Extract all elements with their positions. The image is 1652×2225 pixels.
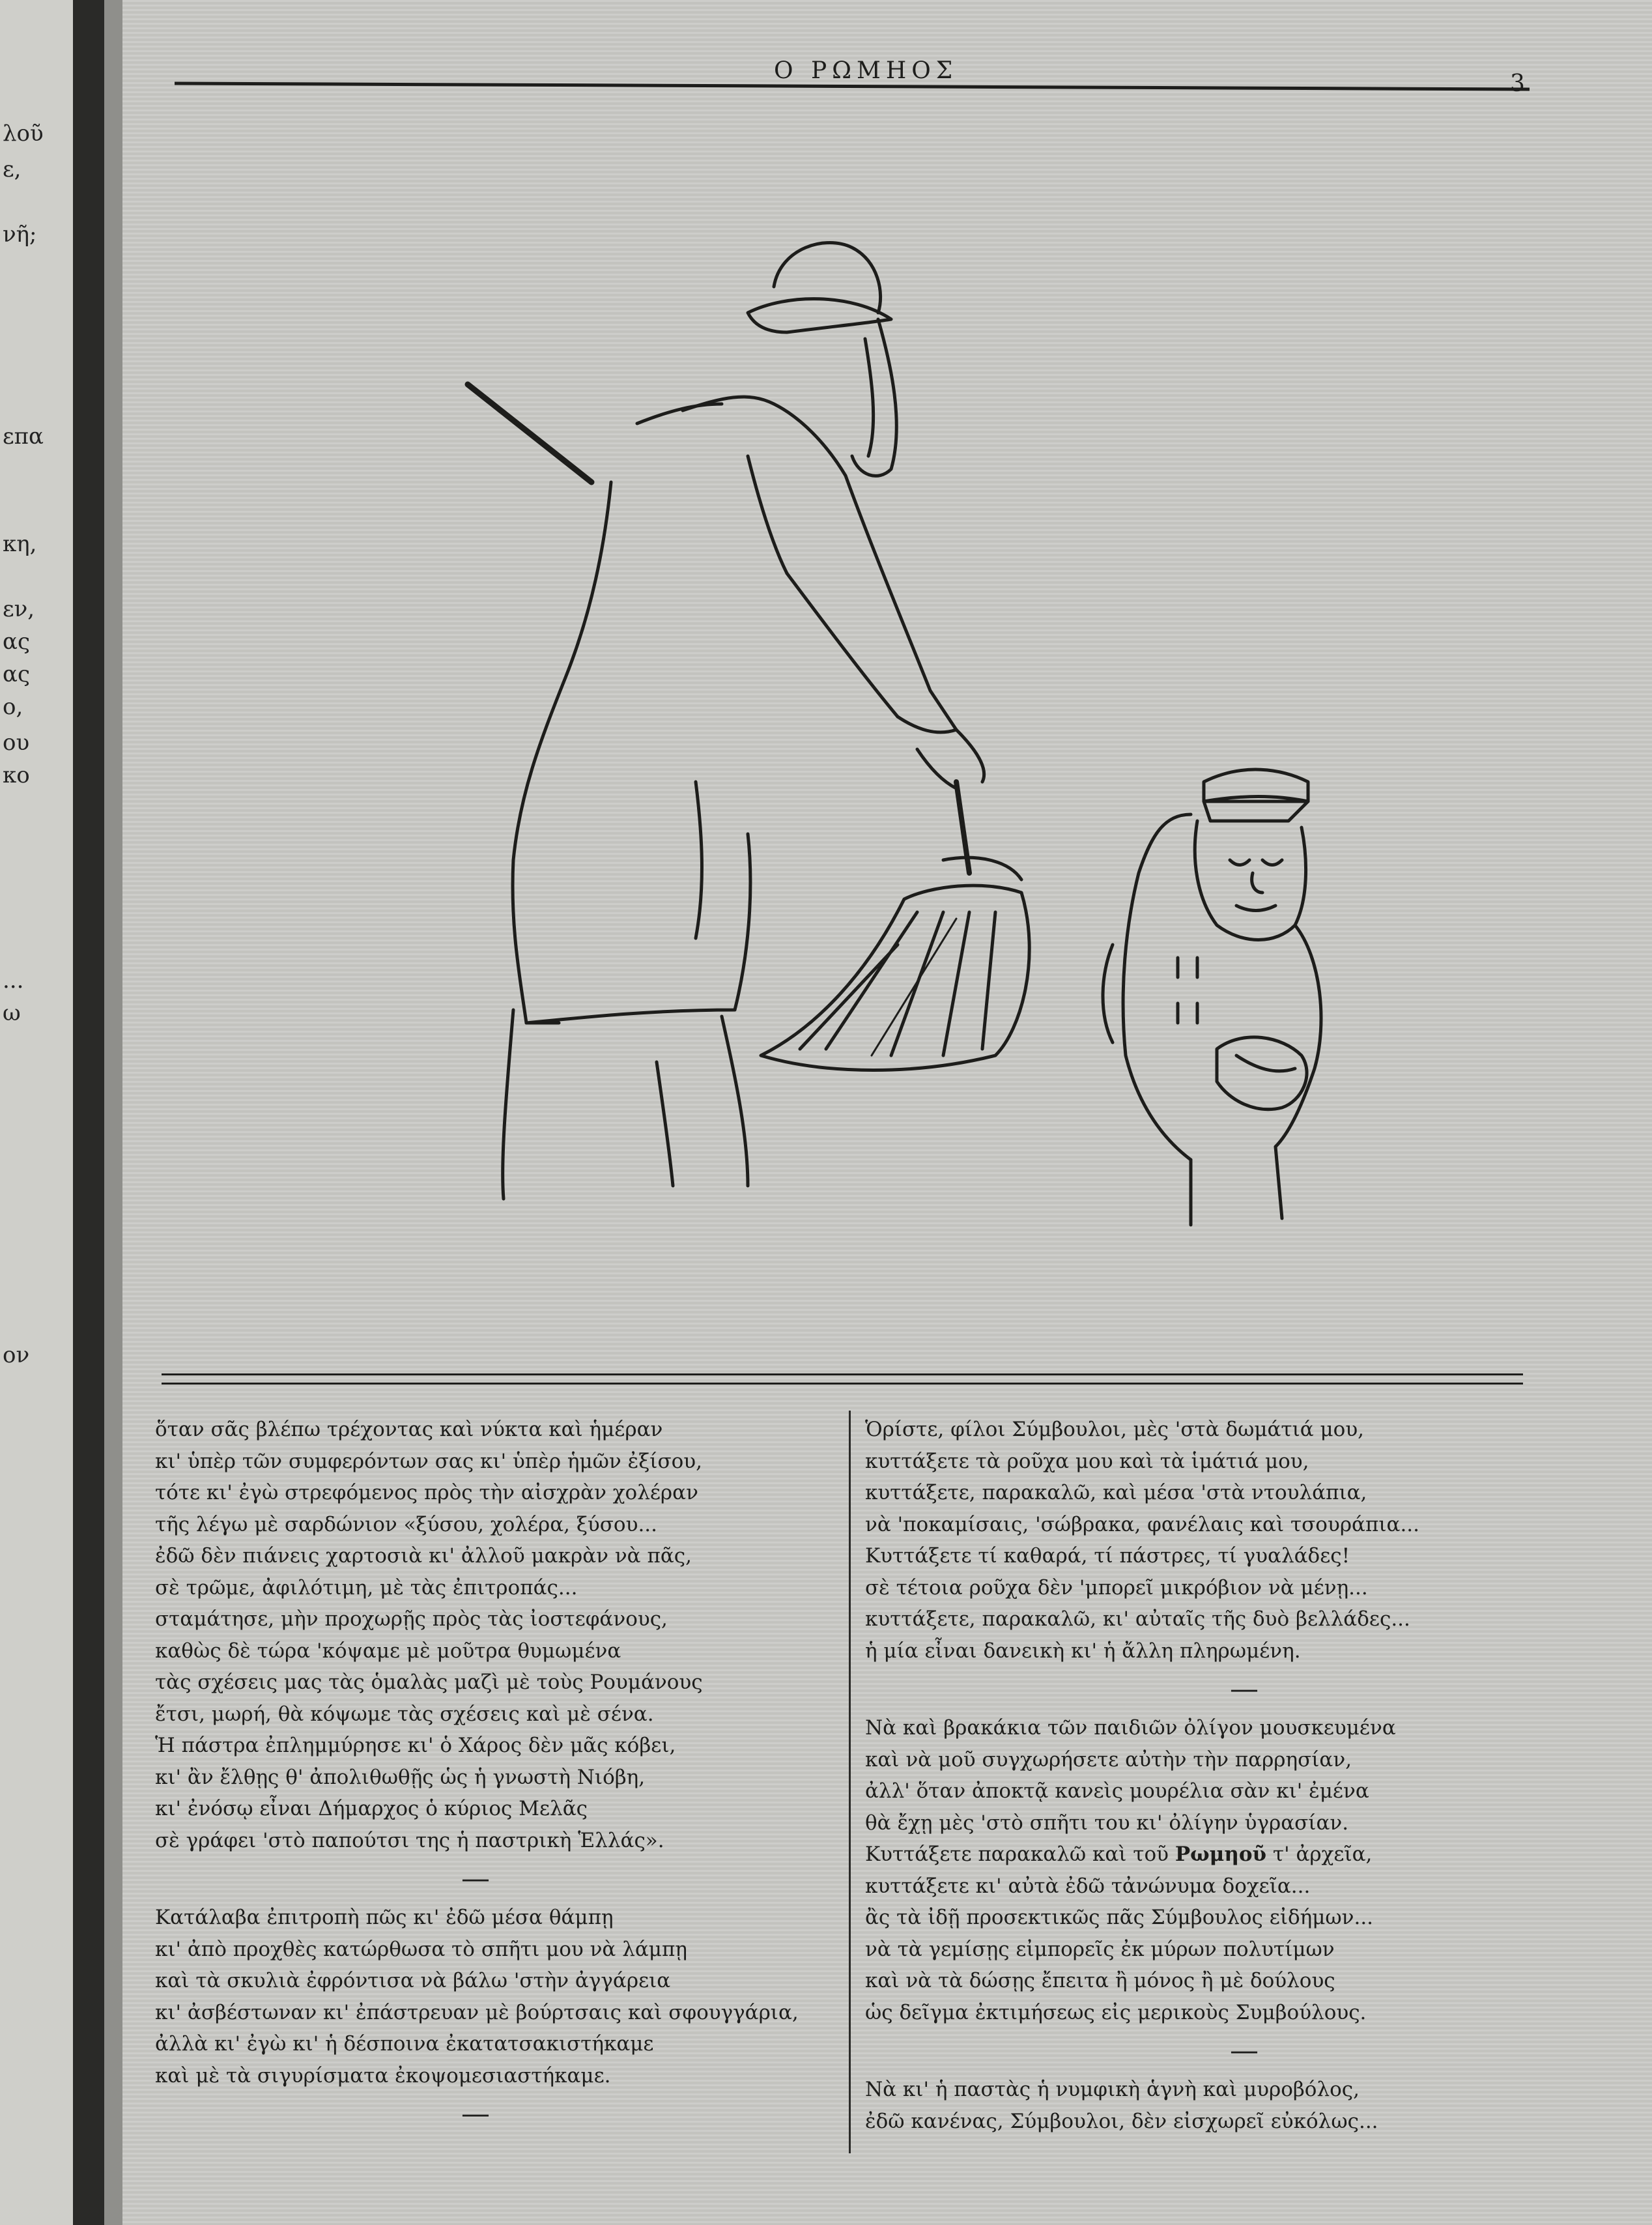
verse-line: θὰ ἔχῃ μὲς 'στὸ σπῆτι του κι' ὀλίγην ὑγρασίαν. (865, 1811, 1349, 1835)
fragment: νῆ; (3, 222, 37, 248)
fragment: ον (3, 1342, 30, 1368)
stanza-separator: — (1230, 1672, 1259, 1706)
newspaper-page (122, 0, 1652, 2225)
verse-line: κι' ἀπὸ προχθὲς κατώρθωσα τὸ σπῆτι μου νὰ λάμπῃ (155, 1937, 687, 1961)
column-rule (849, 1411, 851, 2153)
verse-line: ἐδῶ δὲν πιάνεις χαρτοσιὰ κι' ἀλλοῦ μακρὰν νὰ πᾶς, (155, 1544, 692, 1568)
section-rule (162, 1373, 1523, 1375)
fragment: ω (3, 1000, 21, 1026)
verse-line: ἔτσι, μωρή, θὰ κόψωμε τὰς σχέσεις καὶ μὲ σένα. (155, 1702, 654, 1726)
verse-line (865, 1839, 1549, 1871)
verse-line: σταμάτησε, μὴν προχωρῇς πρὸς τὰς ἰοστεφάνους, (155, 1607, 668, 1631)
newspaper-name: Ρωμηοῦ (1175, 1843, 1267, 1866)
verse-line: ὡς δεῖγμα ἐκτιμήσεως εἰς μερικοὺς Συμβούλους. (865, 2000, 1367, 2024)
page-number: 3 (1510, 70, 1525, 97)
verse-line: Νὰ κι' ἡ παστὰς ἡ νυμφικὴ ἁγνὴ καὶ μυροβόλος, (865, 2078, 1360, 2101)
fragment: κο (3, 762, 30, 788)
verse-line: καθὼς δὲ τώρα 'κόψαμε μὲ μοῦτρα θυμωμένα (155, 1639, 621, 1663)
verse-line: καὶ τὰ σκυλιὰ ἐφρόντισα νὰ βάλω 'στὴν ἀγγάρεια (155, 1969, 671, 1992)
fragment: κη, (3, 531, 37, 557)
section-rule (162, 1383, 1523, 1385)
verse-line: κυττάξετε τὰ ροῦχα μου καὶ τὰ ἱμάτιά μου, (865, 1449, 1309, 1473)
fragment: εν, (3, 596, 35, 622)
bearded-man-figure (468, 243, 1029, 1199)
fragment: ου (3, 730, 30, 756)
fragment: ας (3, 629, 31, 655)
verse-text: Κυττάξετε παρακαλῶ καὶ τοῦ (865, 1843, 1175, 1866)
verse-line: κυττάξετε κι' αὐτὰ ἐδῶ τἀνώνυμα δοχεῖα... (865, 1874, 1311, 1898)
fragment: ε, (3, 156, 21, 182)
verse-line: ἐδῶ κανένας, Σύμβουλοι, δὲν εἰσχωρεῖ εὐκόλως... (865, 2109, 1378, 2133)
fragment: ο, (3, 694, 23, 720)
verse-line: ὅταν σᾶς βλέπω τρέχοντας καὶ νύκτα καὶ ἡμέραν (155, 1418, 663, 1441)
verse-line: σὲ γράφει 'στὸ παπούτσι της ἡ παστρικὴ Ἑλλάς». (155, 1828, 664, 1852)
fragment: λοῦ (3, 121, 44, 147)
text-column-right (865, 1414, 1549, 2137)
verse-line: ἀλλ' ὅταν ἀποκτᾷ κανεὶς μουρέλια σὰν κι' ἐμένα (865, 1779, 1369, 1803)
servant-figure (1103, 769, 1321, 1225)
verse-line: Νὰ καὶ βρακάκια τῶν παιδιῶν ὀλίγον μουσκευμένα (865, 1716, 1396, 1740)
fragment: ... (3, 968, 24, 994)
verse-text: τ' ἀρχεῖα, (1266, 1843, 1373, 1866)
verse-line: Κατάλαβα ἐπιτροπὴ πῶς κι' ἐδῶ μέσα θάμπῃ (155, 1906, 614, 1929)
stanza-separator: — (461, 2097, 490, 2131)
verse-line: ἂς τὰ ἰδῇ προσεκτικῶς πᾶς Σύμβουλος εἰδήμων... (865, 1906, 1374, 1929)
verse-line: κι' ἂν ἔλθῃς θ' ἀπολιθωθῇς ὡς ἡ γνωστὴ Νιόβη, (155, 1765, 646, 1789)
verse-line: κι' ὑπὲρ τῶν συμφερόντων σας κι' ὑπὲρ ἡμῶν ἐξίσου, (155, 1449, 702, 1473)
verse-line: τότε κι' ἐγὼ στρεφόμενος πρὸς τὴν αἰσχρὰν χολέραν (155, 1481, 698, 1504)
verse-line: κι' ἐνόσῳ εἶναι Δήμαρχος ὁ κύριος Μελᾶς (155, 1797, 588, 1820)
verse-line: σὲ τέτοια ροῦχα δὲν 'μπορεῖ μικρόβιον νὰ μένῃ... (865, 1575, 1368, 1600)
verse-line: καὶ νὰ τὰ δώσῃς ἔπειτα ἢ μόνος ἢ μὲ δούλους (865, 1969, 1335, 1992)
verse-line: Ὁρίστε, φίλοι Σύμβουλοι, μὲς 'στὰ δωμάτιά μου, (865, 1418, 1365, 1441)
fragment: ας (3, 661, 31, 687)
binding-gutter (73, 0, 104, 2225)
verse-line: καὶ μὲ τὰ σιγυρίσματα ἐκοψομεσιαστήκαμε. (155, 2063, 611, 2088)
adjacent-page-strip (0, 0, 73, 2225)
fragment: επα (3, 423, 44, 450)
text-column-left (155, 1414, 839, 2137)
verse-line: κυττάξετε, παρακαλῶ, καὶ μέσα 'στὰ ντουλάπια, (865, 1481, 1367, 1504)
verse-line: ἀλλὰ κι' ἐγὼ κι' ἡ δέσποινα ἐκατατσακιστήκαμε (155, 2032, 654, 2056)
verse-line: τῆς λέγω μὲ σαρδώνιον «ξύσου, χολέρα, ξύσου... (155, 1512, 658, 1536)
page-edge-shadow (104, 0, 122, 2225)
verse-line: Ἡ πάστρα ἐπλημμύρησε κι' ὁ Χάρος δὲν μᾶς κόβει, (155, 1734, 676, 1757)
verse-line: κυττάξετε, παρακαλῶ, κι' αὐταῖς τῆς δυὸ βελλάδες... (865, 1607, 1410, 1631)
verse-line: νὰ 'ποκαμίσαις, 'σώβρακα, φανέλαις καὶ τσουράπια... (865, 1512, 1420, 1536)
verse-line: σὲ τρῶμε, ἀφιλότιμη, μὲ τὰς ἐπιτροπάς... (155, 1575, 578, 1600)
running-head: Ο ΡΩΜΗΟΣ (774, 57, 958, 84)
verse-line: τὰς σχέσεις μας τὰς ὁμαλὰς μαζὶ μὲ τοὺς Ρουμάνους (155, 1671, 703, 1694)
verse-line: καὶ νὰ μοῦ συγχωρήσετε αὐτὴν τὴν παρρησίαν, (865, 1747, 1352, 1772)
stanza-separator: — (461, 1862, 490, 1895)
verse-line: κι' ἀσβέστωναν κι' ἐπάστρευαν μὲ βούρτσαις καὶ σφουγγάρια, (155, 2000, 799, 2024)
verse-line: νὰ τὰ γεμίσῃς εἰμπορεῖς ἐκ μύρων πολυτίμων (865, 1937, 1335, 1961)
verse-line: ἡ μία εἶναι δανεικὴ κι' ἡ ἄλλη πληρωμένη. (865, 1639, 1301, 1663)
stanza-separator: — (1230, 2034, 1259, 2067)
cartoon-illustration (331, 208, 1347, 1290)
verse-line: Κυττάξετε τί καθαρά, τί πάστρες, τί γυαλάδες! (865, 1544, 1350, 1568)
